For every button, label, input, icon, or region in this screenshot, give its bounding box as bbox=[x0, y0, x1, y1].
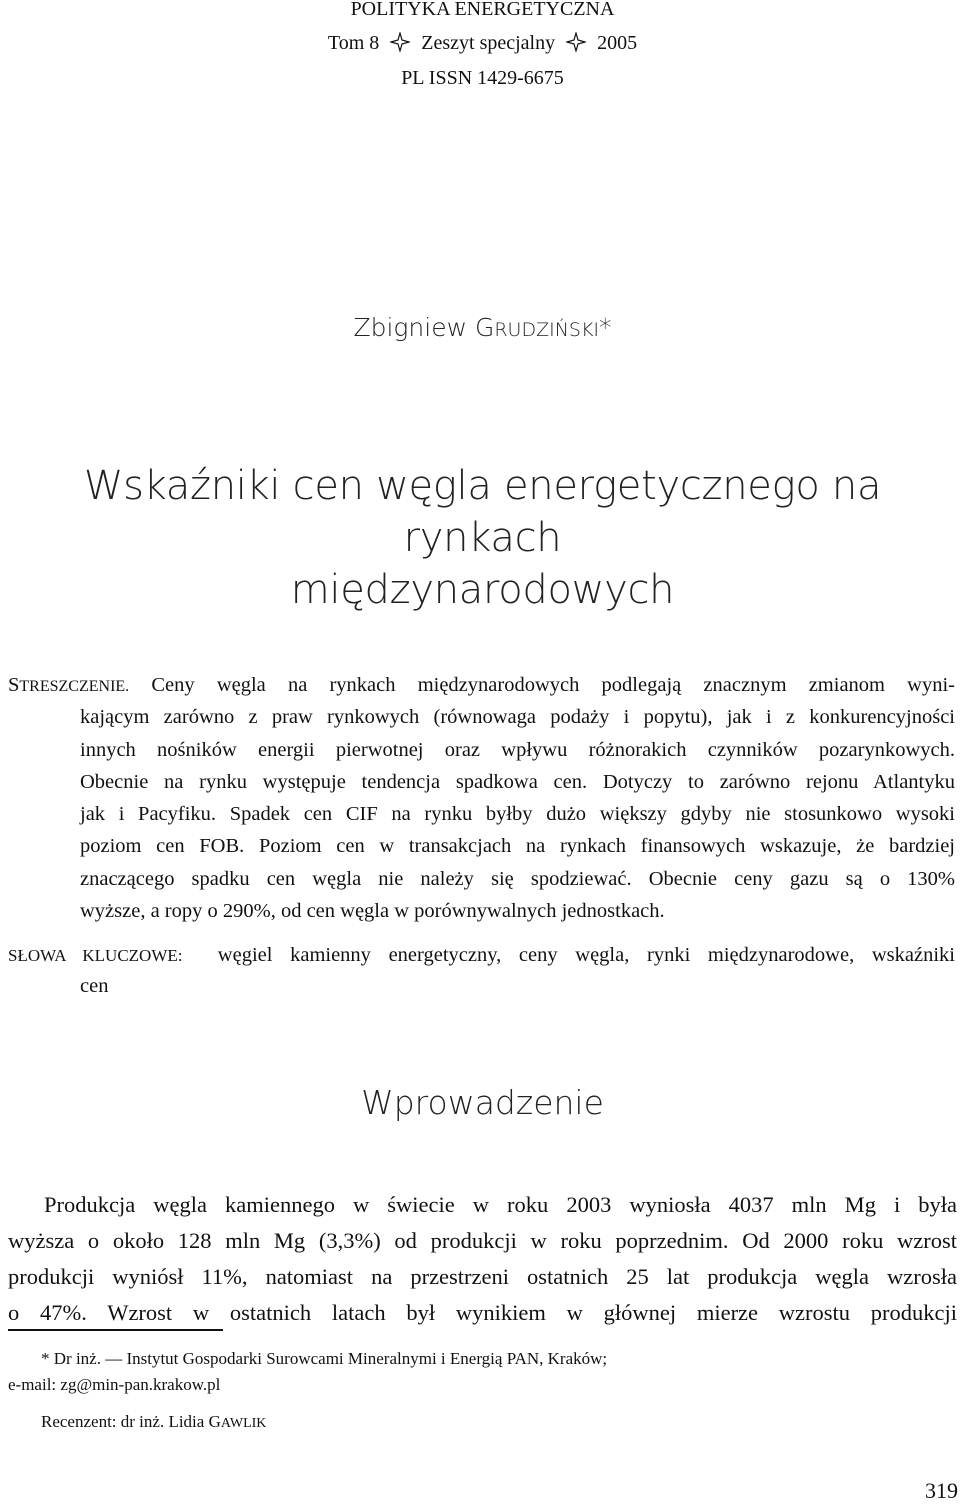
body-line: wyższa o około 128 mln Mg (3,3%) od produkcji w roku poprzednim. Od 2000 roku wzrost bbox=[8, 1228, 957, 1253]
abstract-label-rest: TRESZCZENIE. bbox=[19, 678, 130, 695]
author-last-rest: RUDZIŃSKI bbox=[494, 319, 600, 341]
abstract-label-initial: S bbox=[8, 674, 20, 696]
author-first-name: Zbigniew bbox=[353, 313, 468, 342]
abstract-line: kającym zarówno z praw rynkowych (równowaga podaży i popytu), jak i z konkurencyjności bbox=[80, 706, 955, 729]
footnote-reviewer bbox=[8, 1411, 266, 1435]
four-point-star-icon bbox=[566, 32, 586, 52]
issue-label: Zeszyt specjalny bbox=[421, 32, 556, 54]
abstract-line: poziom cen FOB. Poziom cen w transakcjach na rynkach finansowych wskazuje, że bardziej bbox=[80, 835, 955, 858]
abstract-line bbox=[8, 669, 955, 701]
author-last-name bbox=[475, 313, 599, 342]
body-line: produkcji wyniósł 11%, natomiast na przestrzeni ostatnich 25 lat produkcja węgla wzrosła bbox=[8, 1264, 957, 1289]
abstract-line: znaczącego spadku cen węgla nie należy się spodziewać. Obecnie ceny gazu są o 130% bbox=[80, 867, 955, 890]
title-line-1: Wskaźniki cen węgla energetycznego na rynkach bbox=[83, 463, 882, 561]
footnote-email: e-mail: zg@min-pan.krakow.pl bbox=[8, 1375, 221, 1394]
journal-name: POLITYKA ENERGETYCZNA bbox=[350, 0, 615, 20]
author-last-initial: G bbox=[474, 313, 495, 342]
abstract-text: Ceny węgla na rynkach międzynarodowych podlegają znacznym zmianom wyni- bbox=[151, 674, 955, 696]
abstract-line: innych nośników energii pierwotnej oraz wpływu różnorakich czynników pozarynkowych. bbox=[80, 738, 955, 761]
abstract-label bbox=[8, 674, 129, 696]
volume-label: Tom 8 bbox=[327, 32, 380, 54]
keywords-label: SŁOWA KLUCZOWE: bbox=[8, 946, 183, 965]
page-number: 319 bbox=[925, 1478, 958, 1503]
footnote-rule bbox=[8, 1329, 223, 1331]
abstract-line: wyższe, a ropy o 290%, od cen węgla w porównywalnych jednostkach. bbox=[80, 900, 665, 923]
issn: PL ISSN 1429-6675 bbox=[401, 67, 564, 89]
abstract-line: jak i Pacyfiku. Spadek cen CIF na rynku byłby dużo większy gdyby nie stosunkowo wysoki bbox=[80, 803, 955, 826]
abstract-line: Obecnie na rynku występuje tendencja spadkowa cen. Dotyczy to zarówno rejonu Atlantyku bbox=[80, 770, 955, 793]
reviewer-rest: AWLIK bbox=[220, 1416, 267, 1431]
year-label: 2005 bbox=[597, 32, 638, 54]
paper-title bbox=[20, 460, 945, 616]
reviewer-prefix: Recenzent: dr inż. Lidia G bbox=[41, 1412, 221, 1431]
four-point-star-icon bbox=[390, 32, 410, 52]
body-line: o 47%. Wzrost w ostatnich latach był wynikiem w głównej mierze wzrostu produkcji bbox=[8, 1300, 957, 1325]
keywords-text: węgiel kamienny energetyczny, ceny węgla, rynki międzynarodowe, wskaźniki bbox=[217, 944, 955, 966]
footnote-affiliation: * Dr inż. — Instytut Gospodarki Surowcami Mineralnymi i Energią PAN, Kraków; bbox=[41, 1349, 608, 1368]
section-heading: Wprowadzenie bbox=[361, 1083, 604, 1122]
title-line-2: międzynarodowych bbox=[290, 567, 675, 613]
keywords-line: cen bbox=[80, 975, 109, 997]
abstract bbox=[8, 669, 955, 927]
body-paragraph bbox=[8, 1187, 957, 1331]
keywords bbox=[8, 940, 955, 1002]
journal-issue-line bbox=[0, 31, 960, 55]
author-footnote-marker: * bbox=[599, 313, 612, 342]
author-name bbox=[0, 313, 960, 342]
keywords-line bbox=[8, 940, 955, 971]
body-line: Produkcja węgla kamiennego w świecie w roku 2003 wyniosła 4037 mln Mg i była bbox=[44, 1192, 957, 1217]
